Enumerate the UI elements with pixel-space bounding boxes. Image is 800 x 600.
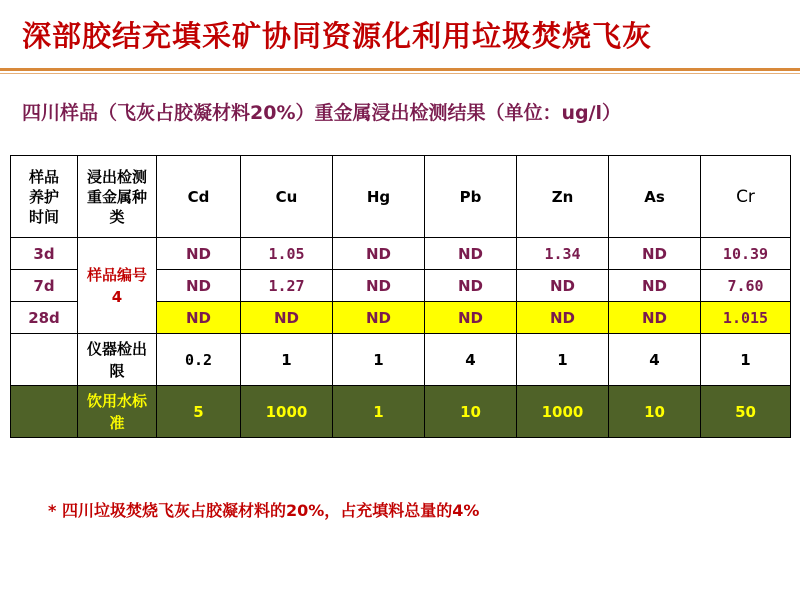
value-cell: ND [157, 302, 241, 334]
value-cell: 10.39 [701, 238, 791, 270]
drinking-standard-row [11, 386, 791, 438]
standard-value: 1000 [517, 386, 609, 438]
value-cell: 7.60 [701, 270, 791, 302]
header-element: Hg [333, 156, 425, 238]
standard-value: 1000 [241, 386, 333, 438]
table-subtitle: 四川样品（飞灰占胶凝材料20%）重金属浸出检测结果（单位：ug/l） [22, 102, 622, 124]
value-cell: 1.05 [241, 238, 333, 270]
header-metal: 浸出检测重金属种类 [78, 156, 157, 238]
detection-value: 4 [609, 334, 701, 386]
cure-age: 28d [11, 302, 78, 334]
detection-limit-label: 仪器检出限 [78, 334, 157, 386]
detection-value: 0.2 [157, 334, 241, 386]
value-cell: ND [333, 302, 425, 334]
value-cell: ND [609, 270, 701, 302]
value-cell: 1.27 [241, 270, 333, 302]
value-cell: ND [333, 270, 425, 302]
footnote: * 四川垃圾焚烧飞灰占胶凝材料的20%，占充填料总量的4% [48, 501, 480, 520]
value-cell: 1.34 [517, 238, 609, 270]
value-cell: ND [517, 270, 609, 302]
title-divider-thin [0, 73, 800, 74]
drinking-standard-label: 饮用水标准 [78, 386, 157, 438]
detection-value: 1 [517, 334, 609, 386]
header-element: Cd [157, 156, 241, 238]
leaching-results-table [10, 155, 791, 438]
empty-cell [11, 386, 78, 438]
value-cell: ND [609, 238, 701, 270]
sample-label: 样品编号4 [78, 238, 157, 334]
detection-value: 1 [241, 334, 333, 386]
value-cell: ND [609, 302, 701, 334]
value-cell: ND [425, 238, 517, 270]
header-element: Cu [241, 156, 333, 238]
standard-value: 1 [333, 386, 425, 438]
header-element: Cr [701, 156, 791, 238]
detection-value: 1 [701, 334, 791, 386]
value-cell: ND [241, 302, 333, 334]
value-cell: ND [157, 238, 241, 270]
value-cell: ND [333, 238, 425, 270]
standard-value: 10 [609, 386, 701, 438]
detection-value: 1 [333, 334, 425, 386]
header-element: Pb [425, 156, 517, 238]
table-row [11, 238, 791, 270]
standard-value: 5 [157, 386, 241, 438]
value-cell: ND [425, 270, 517, 302]
detection-value: 4 [425, 334, 517, 386]
detection-limit-row [11, 334, 791, 386]
header-age: 样品养护时间 [11, 156, 78, 238]
value-cell: 1.015 [701, 302, 791, 334]
cure-age: 7d [11, 270, 78, 302]
cure-age: 3d [11, 238, 78, 270]
title-divider [0, 68, 800, 71]
standard-value: 10 [425, 386, 517, 438]
header-element: Zn [517, 156, 609, 238]
value-cell: ND [425, 302, 517, 334]
header-element: As [609, 156, 701, 238]
value-cell: ND [157, 270, 241, 302]
standard-value: 50 [701, 386, 791, 438]
empty-cell [11, 334, 78, 386]
slide-title: 深部胶结充填采矿协同资源化利用垃圾焚烧飞灰 [22, 19, 653, 53]
value-cell: ND [517, 302, 609, 334]
header-row [11, 156, 791, 238]
